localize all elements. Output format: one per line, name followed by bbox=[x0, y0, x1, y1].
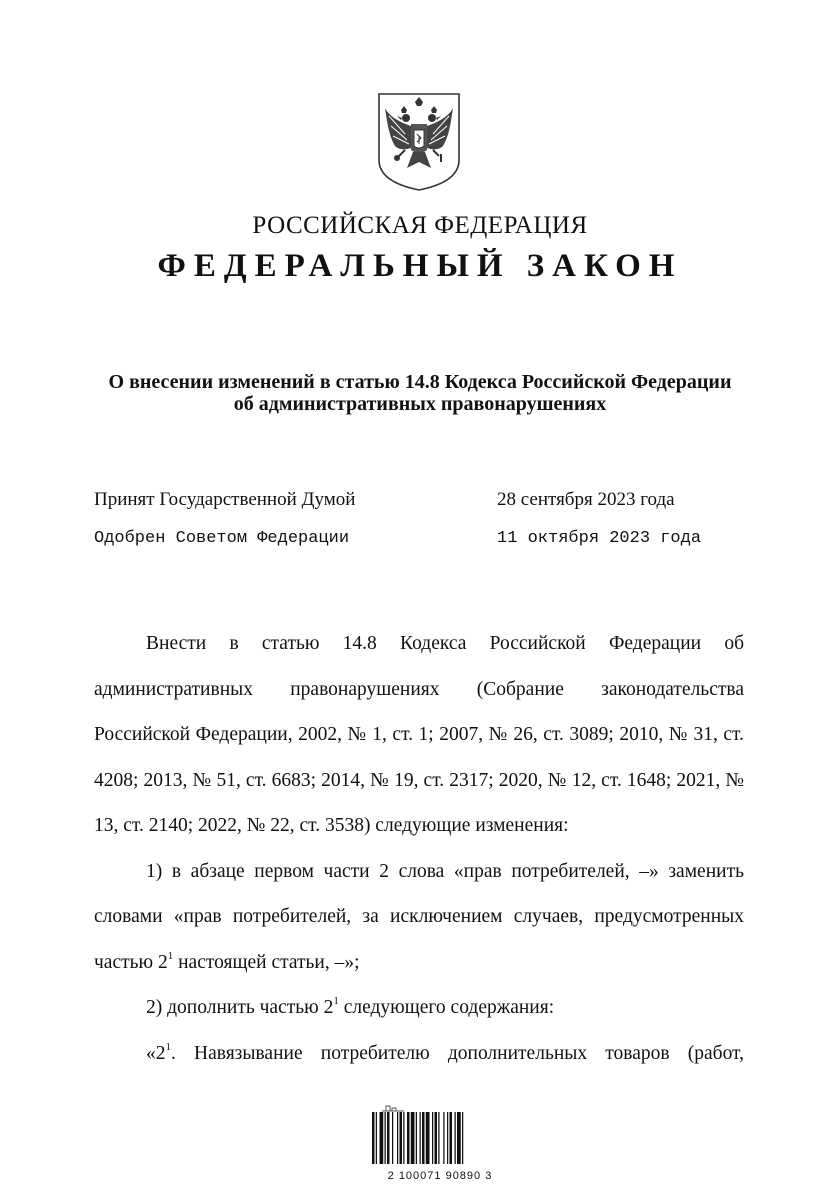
item-3-text-end: . Навязывание потребителю дополнительных товаров (работ, bbox=[171, 1042, 744, 1064]
approved-by-council-label: Одобрен Советом Федерации bbox=[94, 529, 350, 548]
coat-of-arms-emblem bbox=[375, 92, 463, 192]
country-name: РОССИЙСКАЯ ФЕДЕРАЦИЯ bbox=[252, 212, 588, 239]
adopted-by-duma-label: Принят Государственной Думой bbox=[94, 489, 356, 510]
double-headed-eagle-icon bbox=[375, 92, 463, 192]
title-line-2: об административных правонарушениях bbox=[233, 393, 607, 415]
barcode-number: 2 100071 90890 3 bbox=[387, 1170, 493, 1182]
item-2-text: 2) дополнить частью 2 bbox=[146, 997, 334, 1018]
title-line-1: О внесении изменений в статью 14.8 Кодекса Российской Федерации bbox=[108, 371, 732, 393]
item-1-text-end: настоящей статьи, –»; bbox=[173, 951, 360, 973]
item-1-superscript: 1 bbox=[167, 949, 174, 962]
item-3-superscript: 1 bbox=[165, 1040, 171, 1053]
intro-paragraph: Внести в статью 14.8 Кодекса Российской Федерации об административных правонарушениях (Собрание законодательства Российской Федерации, 2002, № 1, ст. 1; 2007, № 26, ст. 3089; 2010, № 31, ст. 4208; 2013, № 51, ст. 6683; 2014, № 19, ст. 2317; 2020, № 12, ст. 1648; 2021, № 13, ст. 2140; 2022, № 22, ст. 3538) следующие изменения: bbox=[94, 633, 744, 836]
approved-by-council-date: 11 октября 2023 года bbox=[497, 529, 702, 548]
item-2-text-end: следующего содержания: bbox=[338, 997, 555, 1018]
document-title bbox=[60, 371, 780, 415]
item-2-paragraph bbox=[94, 985, 744, 1031]
item-3-paragraph bbox=[94, 1031, 744, 1077]
item-2-superscript: 1 bbox=[333, 995, 339, 1007]
adopted-by-duma-date: 28 сентября 2023 года bbox=[497, 489, 675, 510]
item-1-text: 1) в абзаце первом части 2 слова «прав потребителей, –» заменить словами «прав потребителей, за исключением случаев, предусмотренных частью 2 bbox=[94, 860, 744, 973]
law-body bbox=[94, 621, 744, 1076]
item-3-text: «2 bbox=[146, 1042, 166, 1064]
barcode-icon bbox=[368, 1108, 508, 1168]
item-1-paragraph bbox=[94, 849, 744, 986]
document-type: ФЕДЕРАЛЬНЫЙ ЗАКОН bbox=[157, 248, 683, 284]
